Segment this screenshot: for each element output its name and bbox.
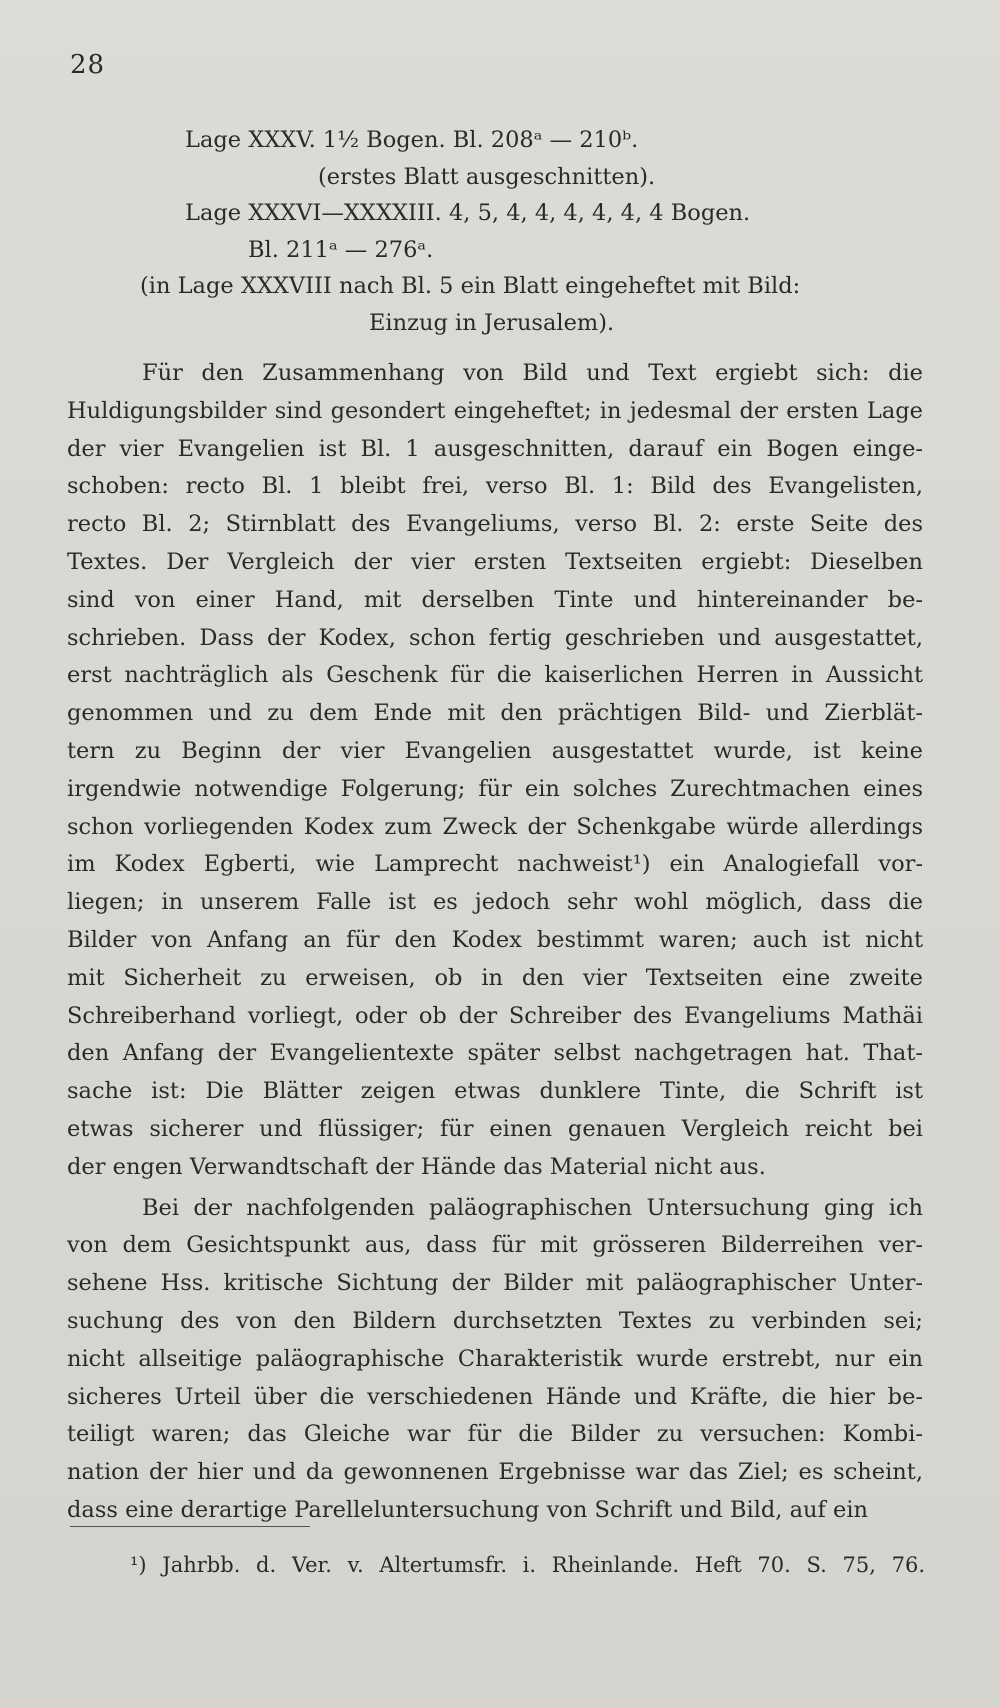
collation-line: Einzug in Jerusalem). [369, 309, 615, 336]
text-line: Schreiberhand vorliegt, oder ob der Schreiber des Evangeliums Mathäi [67, 1002, 923, 1029]
collation-line: Bl. 211ᵃ — 276ᵃ. [248, 236, 434, 263]
text-line: Bei der nachfolgenden paläographischen Untersuchung ging ich [142, 1194, 923, 1221]
text-line: sind von einer Hand, mit derselben Tinte und hintereinander be- [67, 586, 923, 613]
body-text [67, 355, 923, 1530]
collation-line: Lage XXXV. 1½ Bogen. Bl. 208ᵃ — 210ᵇ. [185, 127, 639, 153]
text-line: etwas sicherer und flüssiger; für einen genauen Vergleich reicht bei [67, 1115, 923, 1142]
text-line: der vier Evangelien ist Bl. 1 ausgeschnitten, darauf ein Bogen einge- [67, 435, 923, 462]
page-number: 28 [70, 50, 106, 80]
text-line: mit Sicherheit zu erweisen, ob in den vier Textseiten eine zweite [67, 964, 923, 991]
text-line: recto Bl. 2; Stirnblatt des Evangeliums, verso Bl. 2: erste Seite des [67, 511, 923, 538]
text-line: teiligt waren; das Gleiche war für die Bilder zu versuchen: Kombi- [67, 1421, 923, 1448]
text-line: sicheres Urteil über die verschiedenen Hände und Kräfte, die hier be- [67, 1383, 923, 1410]
text-line: schon vorliegenden Kodex zum Zweck der Schenkgabe würde allerdings [67, 813, 923, 840]
text-line: der engen Verwandtschaft der Hände das Material nicht aus. [67, 1153, 766, 1180]
collation-line: Lage XXXVI—XXXXIII. 4, 5, 4, 4, 4, 4, 4, 4 Bogen. [185, 200, 751, 226]
text-line: dass eine derartige Parelleluntersuchung von Schrift und Bild, auf ein [67, 1496, 869, 1523]
text-line: von dem Gesichtspunkt aus, dass für mit grösseren Bilderreihen ver- [67, 1232, 923, 1259]
text-line: im Kodex Egberti, wie Lamprecht nachweist¹) ein Analogiefall vor- [67, 851, 923, 878]
text-line: suchung des von den Bildern durchsetzten Textes zu verbinden sei; [67, 1307, 923, 1334]
footnote-rule [70, 1526, 310, 1527]
text-line: nicht allseitige paläographische Charakteristik wurde erstrebt, nur ein [67, 1345, 923, 1372]
collation-line: (in Lage XXXVIII nach Bl. 5 ein Blatt eingeheftet mit Bild: [140, 273, 801, 299]
text-line: irgendwie notwendige Folgerung; für ein solches Zurechtmachen eines [67, 775, 923, 802]
text-line: genommen und zu dem Ende mit den prächtigen Bild- und Zierblät- [67, 700, 923, 727]
text-line: Für den Zusammenhang von Bild und Text ergiebt sich: die [142, 360, 923, 386]
text-line: Textes. Der Vergleich der vier ersten Textseiten ergiebt: Dieselben [67, 548, 923, 575]
text-line: den Anfang der Evangelientexte später selbst nachgetragen hat. That- [67, 1040, 923, 1067]
collation-line: (erstes Blatt ausgeschnitten). [318, 163, 656, 190]
text-line: tern zu Beginn der vier Evangelien ausgestattet wurde, ist keine [67, 737, 923, 764]
text-line: Huldigungsbilder sind gesondert eingeheftet; in jedesmal der ersten Lage [67, 397, 923, 424]
text-line: nation der hier und da gewonnenen Ergebnisse war das Ziel; es scheint, [67, 1459, 923, 1486]
text-line: schoben: recto Bl. 1 bleibt frei, verso Bl. 1: Bild des Evangelisten, [67, 473, 923, 500]
text-line: sehene Hss. kritische Sichtung der Bilder mit paläographischer Unter- [67, 1270, 923, 1297]
text-line: schrieben. Dass der Kodex, schon fertig geschrieben und ausgestattet, [67, 624, 923, 651]
footnote: ¹) Jahrbb. d. Ver. v. Altertumsfr. i. Rheinlande. Heft 70. S. 75, 76. [130, 1553, 925, 1577]
text-line: Bilder von Anfang an für den Kodex bestimmt waren; auch ist nicht [67, 926, 923, 953]
paragraph [67, 1190, 923, 1530]
paragraph [67, 355, 923, 1187]
text-line: liegen; in unserem Falle ist es jedoch sehr wohl möglich, dass die [67, 889, 923, 916]
collation-block [70, 122, 932, 341]
text-line: erst nachträglich als Geschenk für die kaiserlichen Herren in Aussicht [67, 662, 923, 689]
text-line: sache ist: Die Blätter zeigen etwas dunklere Tinte, die Schrift ist [67, 1078, 923, 1105]
